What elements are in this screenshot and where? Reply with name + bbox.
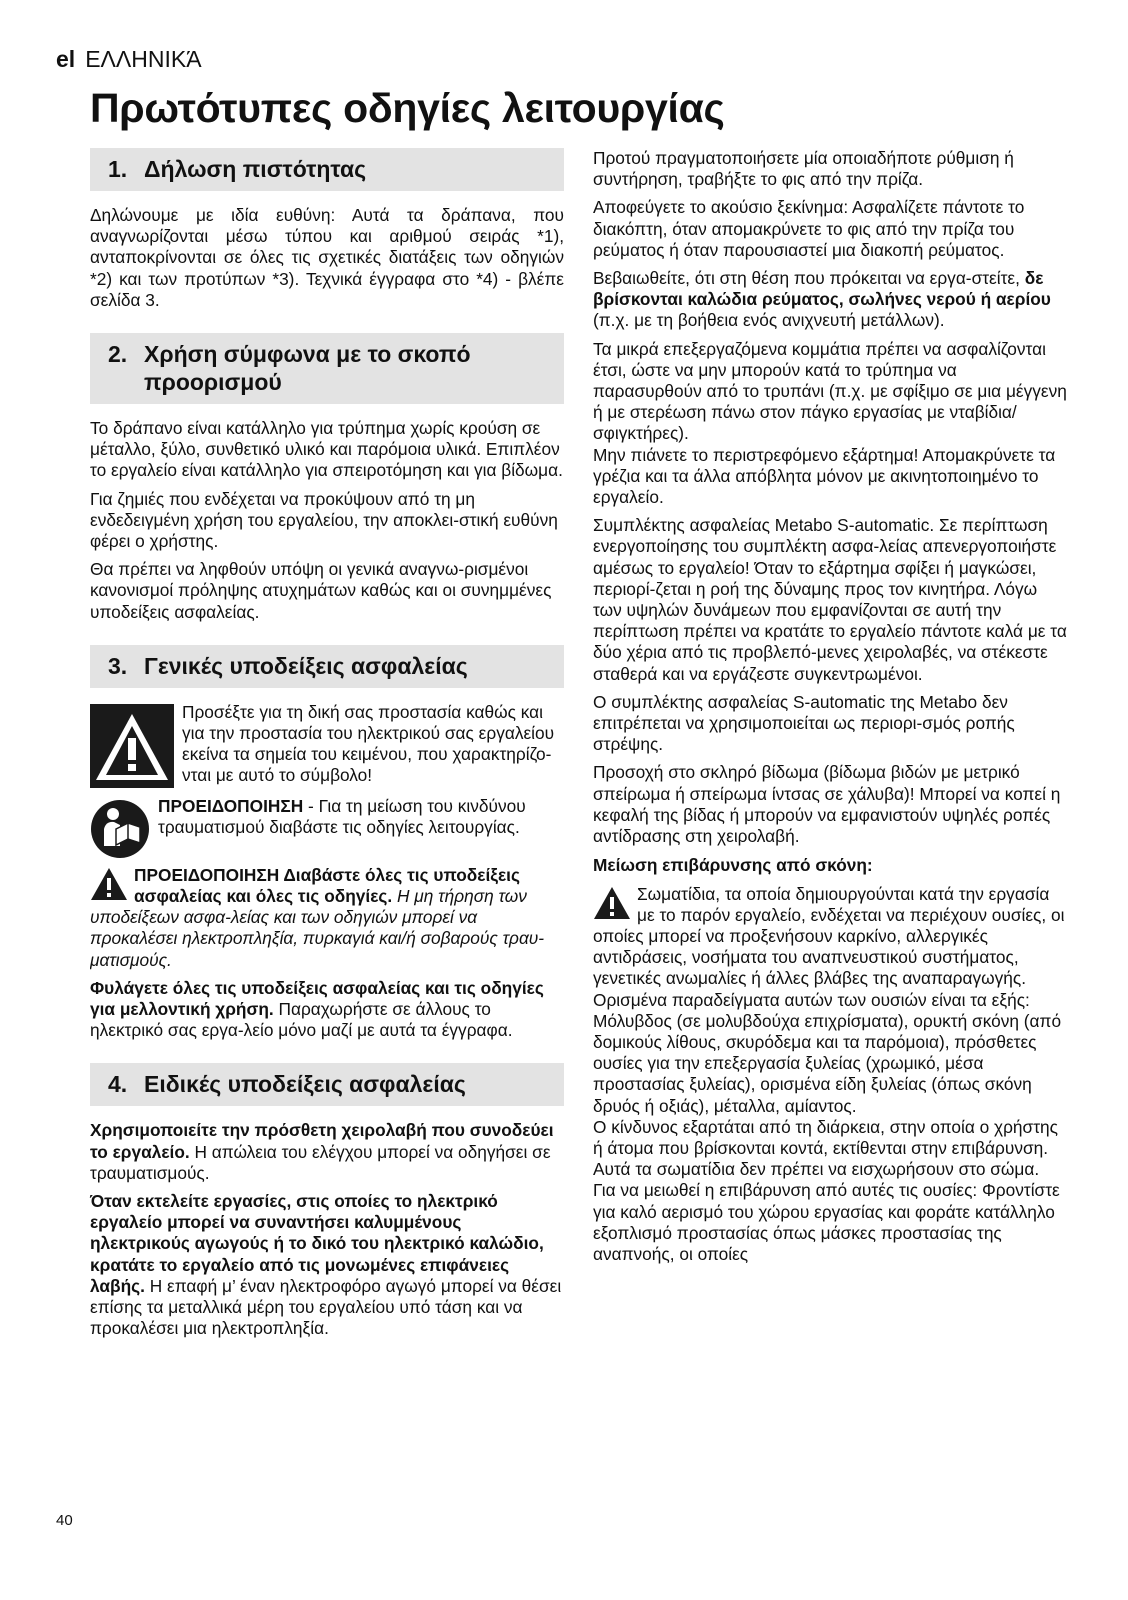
warning-triangle-icon <box>90 704 174 788</box>
bold-lead: Χρησιμοποιείτε την πρόσθετη χειρολαβή που συνοδεύει το εργαλείο. <box>90 1120 554 1162</box>
paragraph-text: Βεβαιωθείτε, ότι στη θέση που πρόκειται να εργα-στείτε, <box>593 268 1025 289</box>
section-title: Ειδικές υποδείξεις ασφαλείας <box>144 1071 466 1098</box>
right-column <box>593 148 1067 1265</box>
section-number: 4. <box>108 1071 128 1098</box>
warning-label: ΠΡΟΕΙΔΟΠΟΙΗΣΗ <box>158 795 304 816</box>
warning-triangle-icon <box>90 867 128 901</box>
section-number: 1. <box>108 156 128 182</box>
section-heading-2 <box>90 333 564 404</box>
paragraph <box>90 1120 564 1184</box>
bold-lead: Όταν εκτελείτε εργασίες, στις οποίες το ηλεκτρικό εργαλείο μπορεί να συναντήσει καλυμμένους ηλεκτρικούς αγωγούς ή το δικό του ηλεκτρικό καλώδιο, κρατάτε το εργαλείο από τις μονωμένες επιφάνειες λαβής. <box>90 1191 544 1296</box>
paragraph: Ο κίνδυνος εξαρτάται από τη διάρκεια, στην οποία ο χρήστης ή άτομα που βρίσκονται κοντά, εκτίθενται στην επιβάρυνση. <box>593 1116 1058 1158</box>
dust-note <box>593 884 1067 1117</box>
paragraph <box>90 1191 564 1339</box>
dust-heading: Μείωση επιβάρυνσης από σκόνη: <box>593 855 873 876</box>
warning-triangle-icon <box>593 886 631 920</box>
page-title: Πρωτότυπες οδηγίες λειτουργίας <box>90 85 725 131</box>
warning-text: - Για τη μείωση του κινδύνου τραυματισμού διαβάστε τις οδηγίες λειτουργίας. <box>158 795 526 838</box>
section-heading-4 <box>90 1063 564 1106</box>
read-manual-icon <box>90 799 150 859</box>
warning-note <box>90 865 564 978</box>
paragraph: Τα μικρά επεξεργαζόμενα κομμάτια πρέπει να ασφαλίζονται έτσι, ώστε να μην μπορούν κατά το τρύπημα να παρασυρθούν από το τρυπάνι (π.χ. με σφίξιμο σε μια μέγγενη ή με στερέωση πάνω στον πάγκο εργασίας με νταβίδια/σφιγκτήρες). <box>593 338 1067 444</box>
language-header <box>56 46 202 72</box>
paragraph-text: Η απώλεια του ελέγχου μπορεί να οδηγήσει σε τραυματισμούς. <box>90 1141 551 1183</box>
bold-lead: Φυλάγετε όλες τις υποδείξεις ασφαλείας και τις οδηγίες για μελλοντική χρήση. <box>90 977 544 1020</box>
paragraph-text: Η επαφή μ’ έναν ηλεκτροφόρο αγωγό μπορεί να θέσει επίσης τα μεταλλικά μέρη του εργαλείου υπό τάση και να προκαλέσει μια ηλεκτροπληξία. <box>90 1275 562 1339</box>
section-heading-1 <box>90 148 564 191</box>
paragraph <box>90 865 564 971</box>
paragraph: Αποφεύγετε το ακούσιο ξεκίνημα: Ασφαλίζετε πάντοτε το διακόπτη, όταν απομακρύνετε το φις από την πρίζα του ρεύματος ή όταν παρουσιαστεί μια διακοπή ρεύματος. <box>593 197 1025 260</box>
warning-text: Η μη τήρηση των υποδείξεων ασφα-λείας και των οδηγιών μπορεί να προκαλέσει ηλεκτροπληξία, πυρκαγιά και/ή σοβαρούς τραυ-ματισμούς. <box>90 886 545 970</box>
section-heading-3 <box>90 645 564 688</box>
section-title: Χρήση σύμφωνα με το σκοπό προορισμού <box>144 341 471 396</box>
page-number: 40 <box>56 1512 73 1529</box>
language-code: el <box>56 46 76 72</box>
paragraph: Μην πιάνετε το περιστρεφόμενο εξάρτημα! Απομακρύνετε τα γρέζια και τα άλλα απόβλητα μόνον με ακινητοποιημένο το εργαλείο. <box>593 444 1056 508</box>
paragraph <box>593 268 1067 332</box>
paragraph: Προσοχή στο σκληρό βίδωμα (βίδωμα βιδών με μετρικό σπείρωμα ή σπείρωμα ίντσας σε χάλυβα)! Μπορεί να κοπεί η κεφαλή της βίδας ή μπορούν να εμφανιστούν υψηλές ροπές αντίδρασης στη χειρολαβή. <box>593 762 1061 847</box>
paragraph: Δηλώνουμε με ιδία ευθύνη: Αυτά τα δράπανα, που αναγνωρίζονται μέσω τύπου και αριθμού σειράς *1), ανταποκρίνονται σε όλες τις σχετικές διατάξεις των οδηγιών *2) και των προτύπων *3). Τεχνικά έγγραφα στο *4) - βλέπε σελίδα 3. <box>90 205 564 310</box>
paragraph: Σωματίδια, τα οποία δημιουργούνται κατά την εργασία με το παρόν εργαλείο, ενδέχεται να περιέχουν ουσίες, οι οποίες μπορεί να προξενήσουν καρκίνο, αλλεργικές αντιδράσεις, νοσήματα του αναπνευστικού συστήματος, γενετικές ανωμαλίες ή άλλες βλάβες της αναπαραγωγής. Ορισμένα παραδείγματα αυτών των ουσιών είναι τα εξής: Μόλυβδος (σε μολυβδούχα επιχρίσματα), ορυκτή σκόνη (από δομικούς λίθους, σκυρόδεμα και τα παρόμοια), πρόσθετες ουσίες για την επεξεργασία ξυλείας (χρωμικό, μέσα προστασίας ξυλείας), ορισμένα είδη ξυλείας (όπως σκόνη δρυός ή οξιάς), μέταλλα, αμίαντος. <box>593 883 1065 1116</box>
paragraph: Προσέξτε για τη δική σας προστασία καθώς και για την προστασία του ηλεκτρικού σας εργαλείου εκείνα τα σημεία του κειμένου, που χαρακτηρίζο-νται με αυτό το σύμβολο! <box>182 701 555 786</box>
paragraph: Για να μειωθεί η επιβάρυνση από αυτές τις ουσίες: Φροντίστε για καλό αερισμό του χώρου εργασίας και φοράτε κατάλληλο εξοπλισμό προστασίας όπως μάσκες προστασίας της αναπνοής, οι οποίες <box>593 1180 1060 1264</box>
warning-heading: ΠΡΟΕΙΔΟΠΟΙΗΣΗ Διαβάστε όλες τις υποδείξεις ασφαλείας και όλες τις οδηγίες. <box>134 864 520 907</box>
paragraph-text: (π.χ. με τη βοήθεια ενός ανιχνευτή μετάλλων). <box>593 310 945 331</box>
symbol-note <box>90 702 564 788</box>
paragraph: Αυτά τα σωματίδια δεν πρέπει να εισχωρήσουν στο σώμα. <box>593 1159 1040 1180</box>
language-name: ΕΛΛΗΝΙΚΆ <box>85 46 202 72</box>
paragraph: Προτού πραγματοποιήσετε μία οποιαδήποτε ρύθμιση ή συντήρηση, τραβήξτε το φις από την πρίζα. <box>593 148 1014 190</box>
bold-text: δε βρίσκονται καλώδια ρεύματος, σωλήνες νερού ή αερίου <box>593 268 1051 310</box>
section-number: 2. <box>108 341 128 368</box>
left-column <box>90 148 564 1347</box>
paragraph-text: Παραχωρήστε σε άλλους το ηλεκτρικό σας εργα-λείο μόνο μαζί με αυτά τα έγγραφα. <box>90 999 513 1041</box>
section-number: 3. <box>108 652 128 679</box>
paragraph <box>90 796 564 838</box>
paragraph: Το δράπανο είναι κατάλληλο για τρύπημα χωρίς κρούση σε μέταλλο, ξύλο, συνθετικό υλικό και παρόμοια υλικά. Επιπλέον το εργαλείο είναι κατάλληλο για σπειροτόμηση και για βίδωμα. <box>90 418 563 481</box>
paragraph: Θα πρέπει να ληφθούν υπόψη οι γενικά αναγνω-ρισμένοι κανονισμοί πρόληψης ατυχημάτων καθώς και οι συνημμένες υποδείξεις ασφαλείας. <box>90 559 552 622</box>
paragraph: Ο συμπλέκτης ασφαλείας S-automatic της Metabo δεν επιτρέπεται να χρησιμοποιείται ως περιορι-σμός ροπής στρέψης. <box>593 691 1015 755</box>
paragraph <box>90 978 564 1042</box>
section-title: Δήλωση πιστότητας <box>144 156 367 182</box>
section-title: Γενικές υποδείξεις ασφαλείας <box>144 652 468 679</box>
paragraph: Συμπλέκτης ασφαλείας Metabo S-automatic. Σε περίπτωση ενεργοποίησης του συμπλέκτη ασφα-λείας απενεργοποιήστε αμέσως το εργαλείο! Όταν το εξάρτημα σφίξει ή μαγκώσει, περιορί-ζεται η ροή της δύναμης προς τον κινητήρα. Λόγω των υψηλών δυνάμεων που εμφανίζονται σε αυτή την περίπτωση πρέπει να κρατάτε το εργαλείο πάντοτε καλά με τα δύο χέρια από τις προβλεπό-μενες χειρολαβές, να στέκεστε σταθερά και να εργάζεστε συγκεντρωμένοι. <box>593 515 1067 684</box>
manual-note <box>90 796 564 859</box>
paragraph: Για ζημιές που ενδέχεται να προκύψουν από τη μη ενδεδειγμένη χρήση του εργαλείου, την αποκλει-στική ευθύνη φέρει ο χρήστης. <box>90 488 558 552</box>
